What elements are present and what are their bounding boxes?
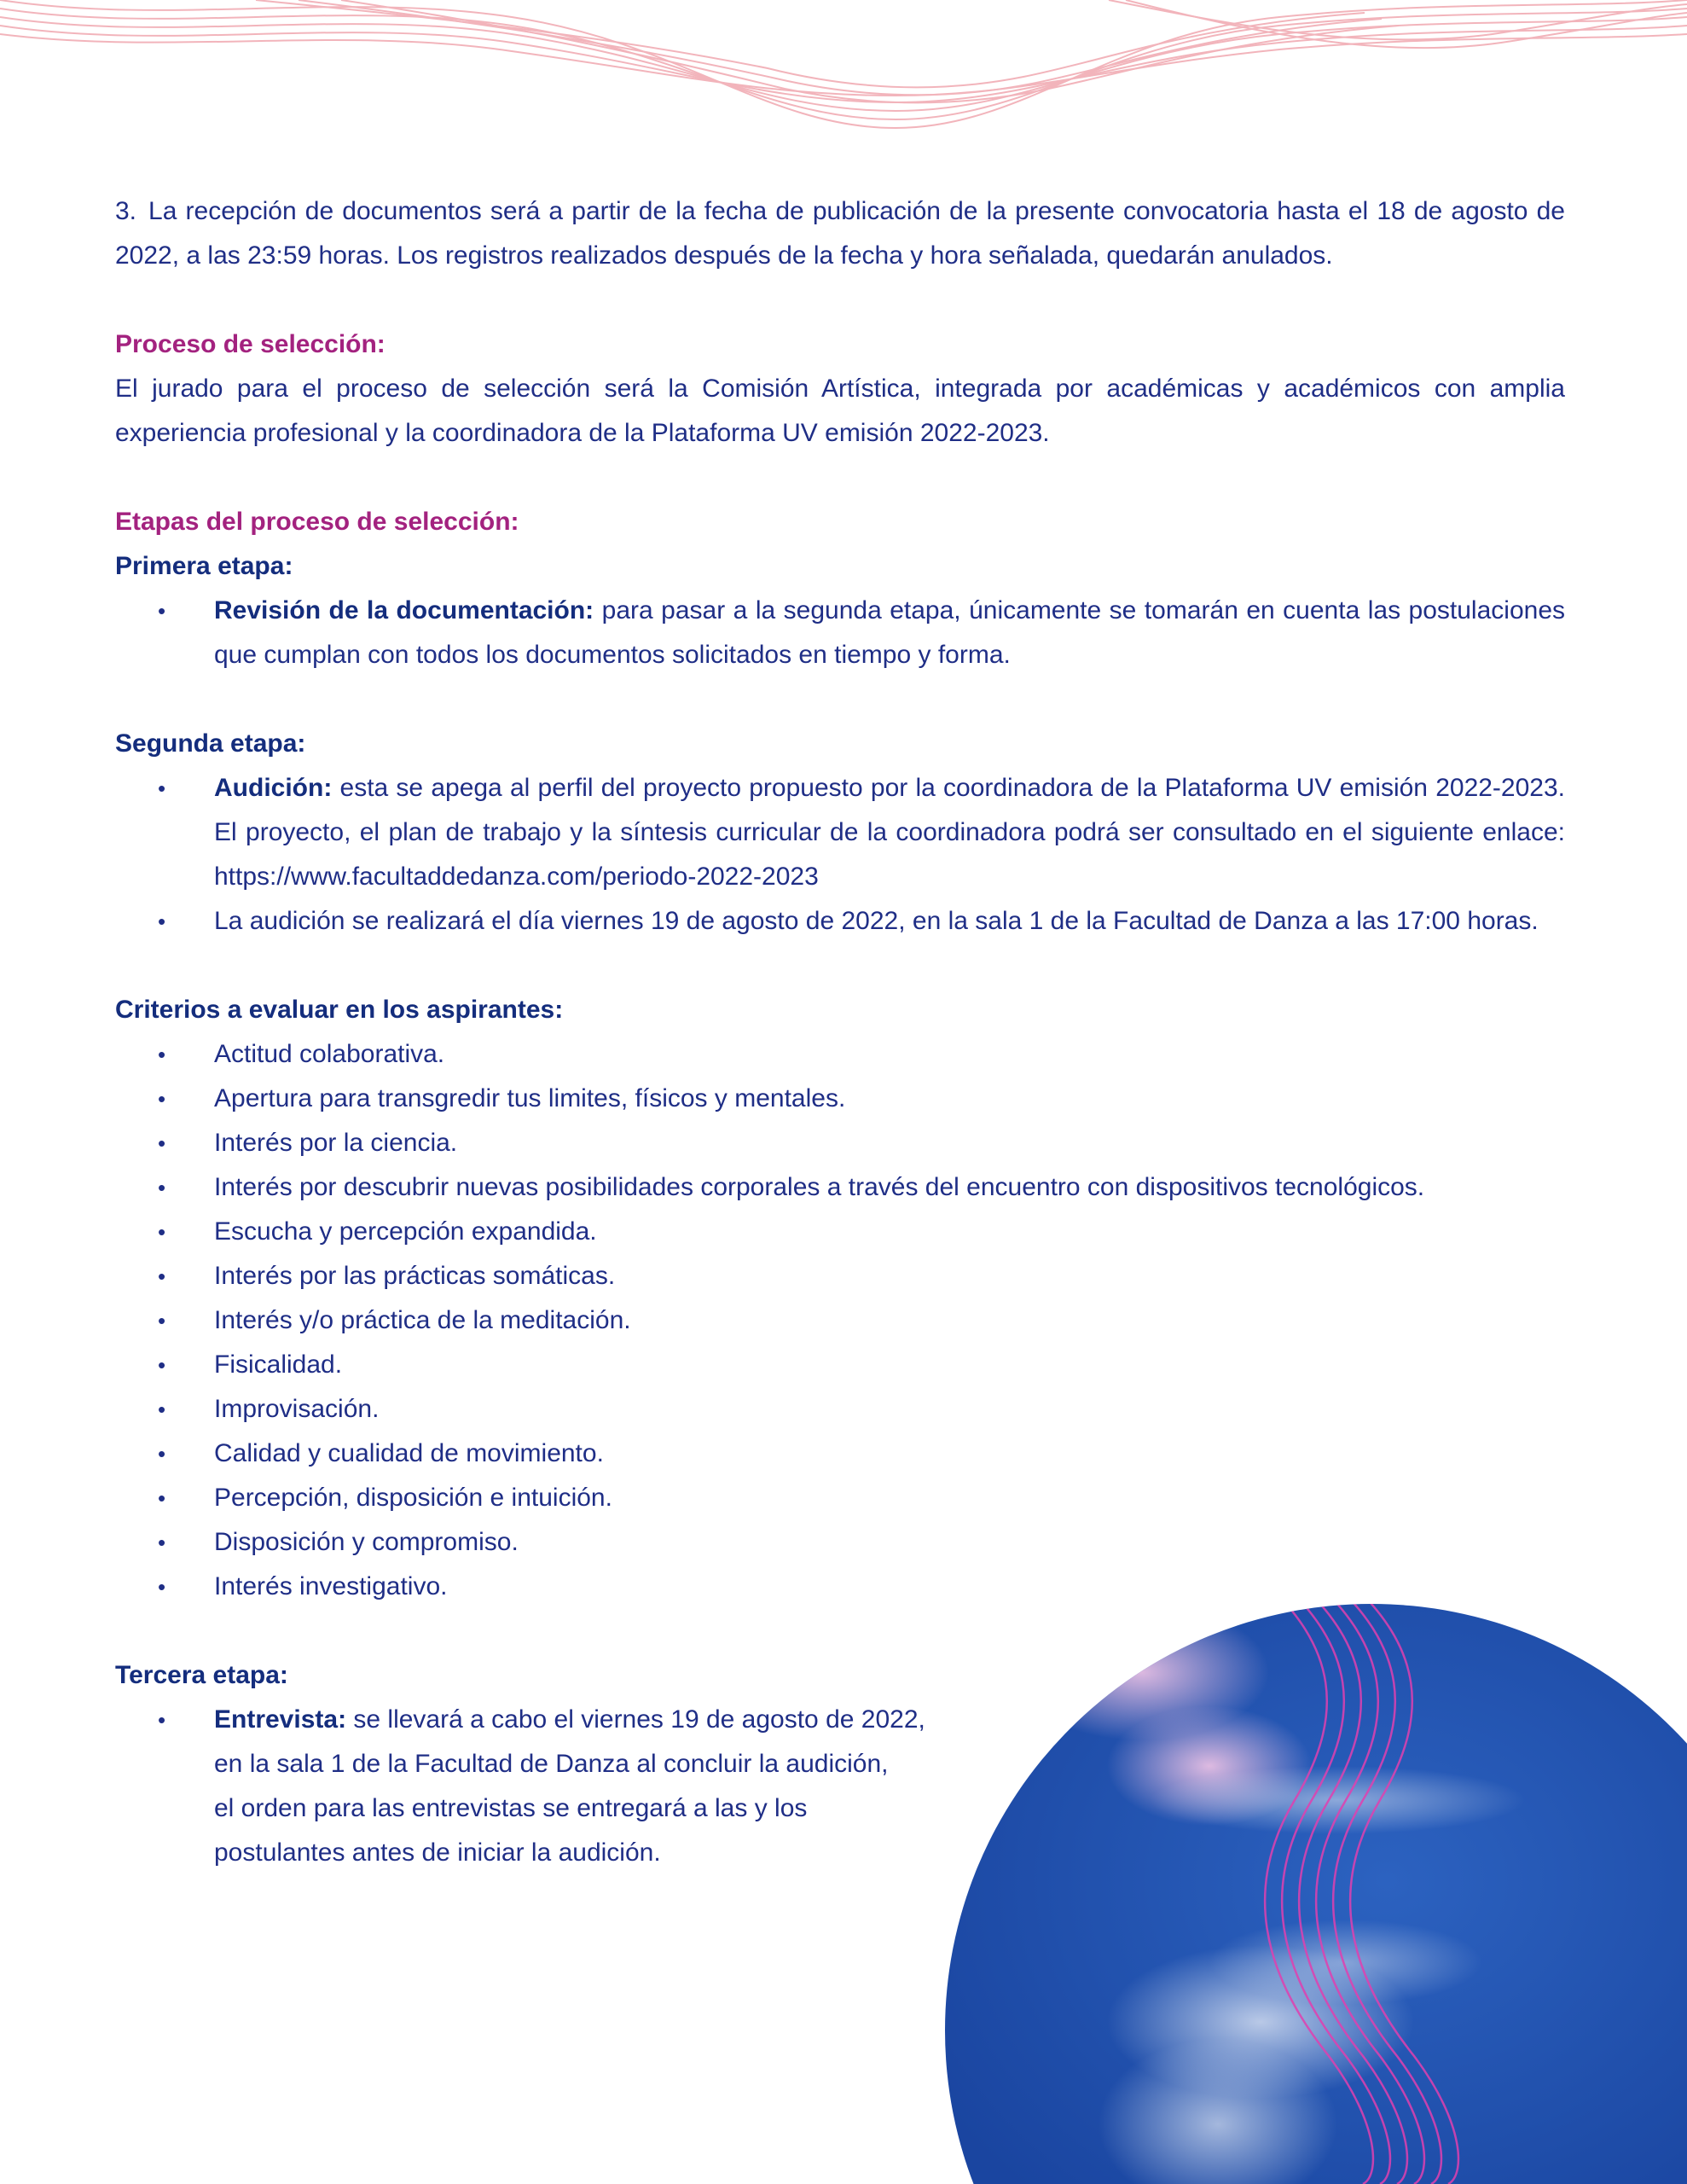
item-text-line: en la sala 1 de la Facultad de Danza al concluir la audición, [214, 1750, 889, 1778]
bullet-icon: • [158, 1086, 166, 1112]
list-item [115, 899, 1565, 944]
primera-etapa-list [115, 589, 1565, 677]
bullet-icon: • [158, 598, 166, 624]
intro-number: 3. [115, 197, 137, 225]
criterio-text: Interés por las prácticas somáticas. [214, 1262, 616, 1290]
item-text: esta se apega al perfil del proyecto propuesto por la coordinadora de la Plataforma UV emisión 2022-2023. El proyecto, el plan de trabajo y la síntesis curricular de la coordinadora podrá ser consultado en el siguiente enlace: https://www.facultaddedanza.com/periodo-2022-2023 [214, 774, 1565, 891]
criterio-text: Percepción, disposición e intuición. [214, 1484, 612, 1512]
criterio-text: Disposición y compromiso. [214, 1528, 519, 1556]
top-wave-decoration [0, 0, 1687, 145]
criterio-item [115, 1476, 1565, 1520]
bullet-icon: • [158, 775, 166, 801]
criterio-item [115, 1165, 1565, 1210]
bullet-icon: • [158, 1352, 166, 1378]
bullet-icon: • [158, 1042, 166, 1067]
criterio-item [115, 1520, 1565, 1565]
criterio-text: Improvisación. [214, 1395, 380, 1423]
tercera-etapa-list [115, 1698, 1565, 1875]
bullet-icon: • [158, 1308, 166, 1333]
bullet-icon: • [158, 1707, 166, 1733]
criterio-text: Interés y/o práctica de la meditación. [214, 1306, 631, 1334]
item-text-line: se llevará a cabo el viernes 19 de agosto de 2022, [346, 1705, 925, 1734]
etapas-heading: Etapas del proceso de selección: [115, 508, 519, 536]
seleccion-heading: Proceso de selección: [115, 330, 386, 358]
bullet-icon: • [158, 1441, 166, 1467]
bullet-icon: • [158, 909, 166, 934]
item-text-line: el orden para las entrevistas se entregará a las y los [214, 1794, 808, 1822]
criterio-item [115, 1432, 1565, 1476]
criterio-item [115, 1387, 1565, 1432]
segunda-etapa-heading: Segunda etapa: [115, 729, 306, 758]
list-item [115, 766, 1565, 899]
bullet-icon: • [158, 1397, 166, 1422]
bullet-icon: • [158, 1530, 166, 1555]
item-bold-label: Entrevista: [214, 1705, 347, 1734]
item-bold-label: Revisión de la documentación: [214, 596, 594, 624]
item-bold-label: Audición: [214, 774, 333, 802]
criterio-item [115, 1077, 1565, 1121]
tercera-etapa-heading: Tercera etapa: [115, 1661, 288, 1689]
seleccion-paragraph: El jurado para el proceso de selección será la Comisión Artística, integrada por académicas y académicos con amplia experiencia profesional y la coordinadora de la Plataforma UV emisión 2022-2023. [115, 375, 1565, 447]
primera-etapa-heading: Primera etapa: [115, 552, 293, 580]
criterio-text: Calidad y cualidad de movimiento. [214, 1439, 604, 1467]
criterio-item [115, 1121, 1565, 1165]
bullet-icon: • [158, 1574, 166, 1600]
criterio-item [115, 1210, 1565, 1254]
criterio-item [115, 1298, 1565, 1343]
criterio-text: Fisicalidad. [214, 1350, 343, 1379]
criterio-text: Interés investigativo. [214, 1572, 448, 1600]
item-text-line: postulantes antes de iniciar la audición. [214, 1838, 661, 1867]
criterio-item [115, 1343, 1565, 1387]
criterio-text: Interés por la ciencia. [214, 1129, 458, 1157]
criterios-list [115, 1032, 1565, 1609]
bullet-icon: • [158, 1130, 166, 1156]
bullet-icon: • [158, 1263, 166, 1289]
criterio-item [115, 1565, 1565, 1609]
bullet-icon: • [158, 1219, 166, 1245]
item-text: La audición se realizará el día viernes 19 de agosto de 2022, en la sala 1 de la Facultad de Danza a las 17:00 horas. [214, 907, 1539, 935]
intro-text: La recepción de documentos será a partir de la fecha de publicación de la presente convocatoria hasta el 18 de agosto de 2022, a las 23:59 horas. Los registros realizados después de la fecha y hora señalada, quedarán anulados. [115, 197, 1565, 270]
segunda-etapa-list [115, 766, 1565, 944]
criterio-item [115, 1254, 1565, 1298]
criterio-text: Actitud colaborativa. [214, 1040, 445, 1068]
list-item [115, 589, 1565, 677]
list-item [115, 1698, 1067, 1875]
bullet-icon: • [158, 1485, 166, 1511]
criterio-text: Escucha y percepción expandida. [214, 1217, 597, 1246]
item-text: para pasar a la segunda etapa, únicamente se tomarán en cuenta las postulaciones que cumplan con todos los documentos solicitados en tiempo y forma. [214, 596, 1566, 669]
bullet-icon: • [158, 1175, 166, 1200]
criterios-heading: Criterios a evaluar en los aspirantes: [115, 996, 564, 1024]
criterio-item [115, 1032, 1565, 1077]
criterio-text: Interés por descubrir nuevas posibilidades corporales a través del encuentro con dispositivos tecnológicos. [214, 1173, 1425, 1201]
criterio-text: Apertura para transgredir tus limites, físicos y mentales. [214, 1084, 846, 1112]
document-body [115, 189, 1565, 1875]
intro-paragraph [115, 189, 1565, 278]
